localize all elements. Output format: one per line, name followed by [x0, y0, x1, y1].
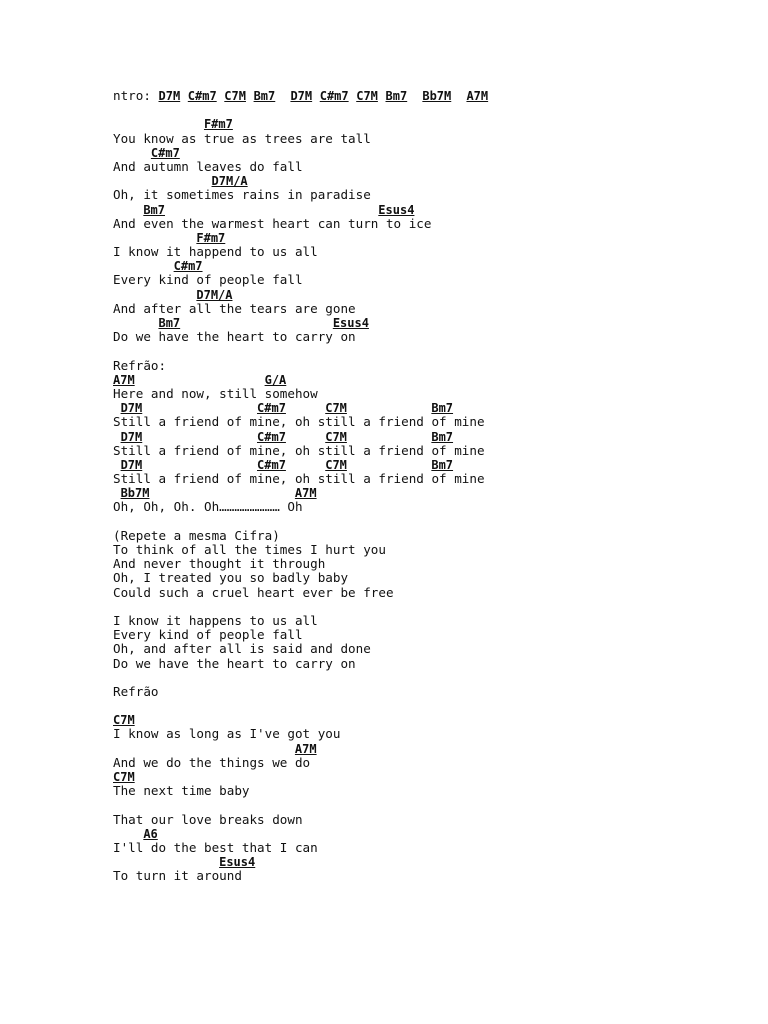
lyric-line: Do we have the heart to carry on — [113, 329, 356, 345]
chord-line — [113, 430, 488, 444]
chord-line — [113, 827, 488, 841]
lyric-line: I know it happens to us all — [113, 612, 318, 628]
chord: D7M/A — [211, 174, 248, 189]
refrain-repeat: Refrão — [113, 683, 159, 699]
chord: D7M — [120, 401, 143, 416]
chord: A7M — [294, 741, 317, 756]
lyric-line: And even the warmest heart can turn to ice — [113, 215, 432, 231]
chord: A7M — [294, 486, 317, 501]
chord-line — [113, 770, 488, 784]
chord: A7M — [113, 372, 135, 387]
chord: C#m7 — [173, 259, 203, 274]
lyric-line: Oh, it sometimes rains in paradise — [113, 187, 371, 203]
chord: Bm7 — [431, 401, 454, 416]
chord: A6 — [143, 826, 158, 841]
intro-chord: D7M — [158, 89, 181, 103]
chord-line — [113, 146, 488, 160]
lyric-line: Still a friend of mine, oh still a friend of mine — [113, 442, 485, 458]
chord-line — [113, 259, 488, 273]
lyric-line: That our love breaks down — [113, 811, 303, 827]
intro-chord: C#m7 — [319, 89, 349, 103]
chord: C7M — [325, 401, 347, 416]
chord: Bb7M — [120, 486, 150, 501]
chord-line — [113, 486, 488, 500]
intro-chord: C7M — [224, 89, 246, 103]
lyric-line: You know as true as trees are tall — [113, 130, 371, 146]
chord: C#m7 — [150, 145, 180, 160]
lyric-line: Oh, I treated you so badly baby — [113, 570, 349, 586]
refrain-label: Refrão: — [113, 357, 167, 373]
chord: Esus4 — [378, 202, 415, 217]
lyric-line: The next time baby — [113, 783, 250, 799]
chord: D7M/A — [196, 287, 233, 302]
spacer — [113, 798, 488, 812]
lyric-line: Here and now, still somehow — [113, 385, 318, 401]
refrain — [113, 373, 488, 515]
intro-label: ntro: — [113, 88, 151, 103]
lyric-line: And after all the tears are gone — [113, 300, 356, 316]
lyric-line: Every kind of people fall — [113, 272, 303, 288]
chord-line — [113, 855, 488, 869]
chord-line — [113, 458, 488, 472]
spacer — [113, 699, 488, 713]
chord: Esus4 — [219, 855, 256, 870]
spacer — [113, 103, 488, 117]
chord: C#m7 — [257, 401, 286, 416]
spacer — [113, 515, 488, 529]
lyric-line: To turn it around — [113, 868, 242, 884]
lyric-line: Do we have the heart to carry on — [113, 655, 356, 671]
spacer — [113, 344, 488, 358]
lyric-line: I know as long as I've got you — [113, 726, 341, 742]
chord: D7M — [120, 429, 143, 444]
chord-line — [113, 742, 488, 756]
chord-line — [113, 288, 488, 302]
intro-chord: Bm7 — [253, 89, 276, 103]
chord: G/A — [264, 372, 287, 387]
chord-line — [113, 373, 488, 387]
lyric-line: To think of all the times I hurt you — [113, 542, 386, 557]
lyric-line: And we do the things we do — [113, 754, 311, 770]
chord: Bm7 — [143, 202, 165, 217]
lyric-line: I know it happend to us all — [113, 244, 318, 260]
chord-line — [113, 316, 488, 330]
chord: Esus4 — [332, 316, 369, 330]
chord-line — [113, 713, 488, 727]
chord: Bm7 — [431, 457, 454, 472]
intro-chord: Bb7M — [422, 89, 452, 103]
intro-chord: C7M — [356, 89, 378, 103]
intro-chord: D7M — [290, 89, 313, 103]
lyric-line: I'll do the best that I can — [113, 839, 318, 855]
chord: F#m7 — [203, 117, 233, 132]
chord: C7M — [113, 770, 135, 784]
bridge — [113, 713, 488, 798]
chord: F#m7 — [196, 230, 226, 245]
spacer — [113, 600, 488, 614]
intro-chord: C#m7 — [187, 89, 217, 103]
lyric-line: Still a friend of mine, oh still a friend of mine — [113, 414, 485, 430]
lyric-line: Oh, Oh, Oh. Oh…………………… Oh — [113, 499, 303, 515]
outro — [113, 813, 488, 884]
chord: Bm7 — [431, 429, 454, 444]
chord-line — [113, 203, 488, 217]
chord-line — [113, 174, 488, 188]
lyric-line: Every kind of people fall — [113, 627, 303, 643]
verse-1 — [113, 117, 488, 344]
repeat-note: (Repete a mesma Cifra) — [113, 527, 280, 543]
lyric-line: And never thought it through — [113, 556, 326, 572]
intro-chord: Bm7 — [385, 89, 408, 103]
lyric-line: And autumn leaves do fall — [113, 158, 303, 174]
chord: C#m7 — [257, 457, 286, 472]
chord-sheet — [113, 89, 488, 884]
chord-line — [113, 231, 488, 245]
chord: D7M — [120, 457, 143, 472]
lyric-line: Could such a cruel heart ever be free — [113, 584, 394, 600]
lyric-line: Oh, and after all is said and done — [113, 641, 371, 657]
lyric-line: Still a friend of mine, oh still a friend of mine — [113, 471, 485, 487]
chord-line — [113, 401, 488, 415]
chord: Bm7 — [158, 316, 181, 330]
spacer — [113, 671, 488, 685]
chord: C7M — [113, 713, 135, 728]
chord: C7M — [325, 457, 347, 472]
chord-line — [113, 117, 488, 131]
intro-chord: A7M — [466, 89, 489, 103]
intro-line — [113, 89, 488, 103]
chord: C#m7 — [257, 429, 286, 444]
chord: C7M — [325, 429, 347, 444]
